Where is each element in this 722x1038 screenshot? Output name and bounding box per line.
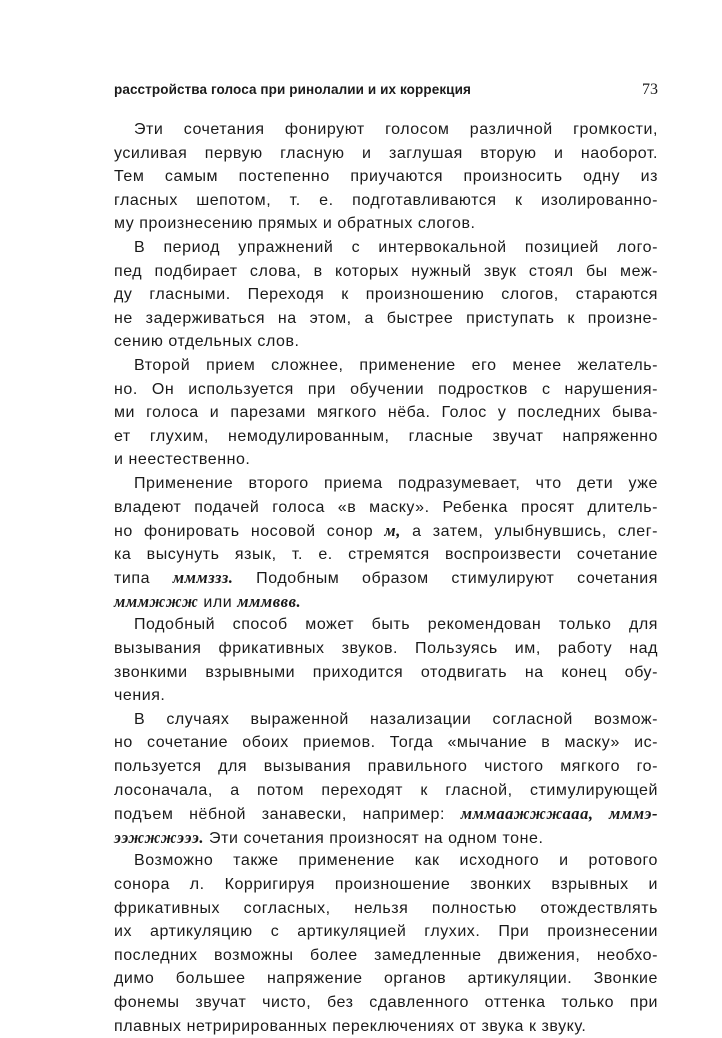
text-line: но. Он используется при обучении подростков с нарушения-	[114, 380, 658, 398]
text-line: пед подбирает слова, в которых нужный звук стоял бы меж-	[114, 262, 658, 280]
paragraph	[114, 613, 658, 707]
text-line: му произнесению прямых и обратных слогов.	[114, 215, 476, 233]
text-line: ээжжжэээ. Эти сочетания произносят на одном тоне.	[114, 827, 544, 847]
paragraph	[114, 849, 658, 1038]
text-line: усиливая первую гласную и заглушая вторую и наоборот.	[114, 144, 658, 162]
text-line: и неестественно.	[114, 451, 251, 469]
text-line: плавных нетрирированных переключениях от звука к звуку.	[114, 1017, 587, 1035]
body-text	[114, 118, 658, 1038]
text-line: Возможно также применение как исходного и ротового	[134, 852, 658, 870]
emphasis: мммззз.	[172, 568, 234, 588]
text-line: димо большее напряжение органов артикуляции. Звонкие	[114, 970, 658, 988]
text-line: Применение второго приема подразумевает, что дети уже	[134, 474, 658, 492]
text-line: фрикативных согласных, нельзя полностью отождествлять	[114, 899, 658, 917]
text-line: сению отдельных слов.	[114, 333, 300, 351]
text-line: Эти сочетания фонируют голосом различной громкости,	[134, 121, 658, 138]
page-number: 73	[642, 81, 658, 98]
text-line: пользуется для вызывания правильного чистого мягкого го-	[114, 758, 658, 776]
text-line: ет глухим, немодулированным, гласные звучат напряженно	[114, 427, 658, 445]
text-line: ка высунуть язык, т. е. стремятся воспроизвести сочетание	[114, 545, 658, 563]
text-line: гласных шепотом, т. е. подготавливаются к изолированно-	[114, 191, 658, 209]
text-line: ми голоса и парезами мягкого нёба. Голос у последних быва-	[114, 404, 658, 422]
text-line: фонемы звучат чисто, без сдавленного оттенка только при	[114, 993, 658, 1011]
text-line: не задерживаться на этом, а быстрее приступать к произне-	[114, 309, 658, 327]
text-line: Подобный способ может быть рекомендован только для	[134, 616, 658, 634]
text-line: лосоначала, а потом переходят к гласной, стимулирующей	[114, 781, 658, 799]
text-line: чения.	[114, 687, 166, 705]
text-line: типа мммззз. Подобным образом стимулируют сочетания	[114, 568, 658, 588]
paragraph	[114, 708, 658, 850]
text-line: ду гласными. Переходя к произношению слогов, стараются	[114, 286, 658, 304]
text-line: вызывания фрикативных звуков. Пользуясь им, работу над	[114, 640, 658, 658]
text-line: Тем самым постепенно приучаются произносить одну из	[114, 168, 658, 186]
emphasis: мммввв.	[237, 591, 302, 611]
paragraph	[114, 472, 658, 614]
text-line: звонкими взрывными приходится отодвигать на конец обу-	[114, 663, 658, 681]
chapter-title: расстройства голоса при ринолалии и их коррекция	[114, 82, 471, 97]
text-line: но сочетание обоих приемов. Тогда «мычание в маску» ис-	[114, 734, 658, 752]
running-head	[114, 80, 658, 100]
emphasis: м,	[384, 521, 401, 541]
text-line: их артикуляцию с артикуляцией глухих. При произнесении	[114, 923, 658, 941]
paragraph	[114, 118, 658, 236]
text-line: В период упражнений с интервокальной позицией лого-	[134, 238, 658, 256]
paragraph	[114, 354, 658, 472]
emphasis: мммжжж	[114, 591, 199, 611]
text-line: последних возможны более замедленные движения, необхо-	[114, 946, 658, 964]
text-line: В случаях выраженной назализации согласной возмож-	[134, 710, 658, 728]
emphasis: ээжжжэээ.	[114, 827, 205, 847]
paragraph	[114, 236, 658, 354]
emphasis: мммаажжжааа, мммэ-	[460, 804, 658, 824]
text-line: мммжжж или мммввв.	[114, 591, 302, 611]
text-line: подъем нёбной занавески, например: мммаажжжааа, мммэ-	[114, 804, 658, 824]
text-line: Второй прием сложнее, применение его менее желатель-	[134, 356, 658, 374]
text-line: сонора л. Корригируя произношение звонких взрывных и	[114, 876, 658, 893]
text-line: владеют подачей голоса «в маску». Ребенка просят длитель-	[114, 498, 658, 516]
text-line: но фонировать носовой сонор м, а затем, улыбнувшись, слег-	[114, 521, 658, 541]
